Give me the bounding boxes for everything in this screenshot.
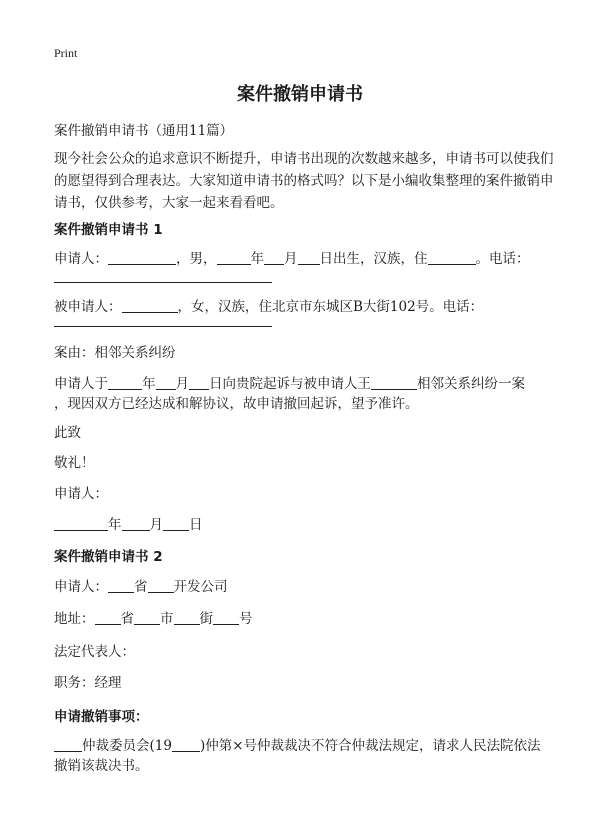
applicant-label: 申请人： [54, 251, 108, 267]
s2-position: 职务：经理 [54, 675, 122, 691]
respondent-label: 被申请人： [54, 299, 122, 315]
date-day-blank [163, 516, 189, 531]
name-blank [108, 250, 176, 265]
date-year: 年 [108, 517, 122, 533]
s2-province-blank [108, 578, 134, 593]
closing-to: 此致 [54, 425, 81, 441]
date-day: 日 [189, 517, 203, 533]
s2-matters-line-1 [54, 735, 541, 757]
phone-label: 。电话： [475, 251, 530, 267]
s2-addr-city-blank [134, 610, 160, 625]
body-line-1 [54, 373, 525, 395]
s2-applicant-label: 申请人： [54, 579, 108, 595]
day-blank [298, 250, 320, 265]
respondent-phone-line [54, 326, 272, 327]
body-name-blank [371, 375, 417, 390]
respondent-line [54, 296, 483, 318]
s2-applicant-line [54, 576, 228, 598]
closing-salute: 敬礼！ [54, 455, 95, 471]
section-1-heading: 案件撤销申请书 1 [54, 222, 163, 238]
s2-company-blank [148, 578, 174, 593]
year-blank [217, 250, 251, 265]
cause-line: 案由：相邻关系纠纷 [54, 345, 176, 361]
body-month: 月 [175, 376, 189, 392]
date-line [54, 514, 203, 536]
s2-addr-number: 号 [239, 611, 253, 627]
body-day-blank [189, 375, 209, 390]
date-year-blank [54, 516, 108, 531]
s2-legal-rep: 法定代表人： [54, 644, 135, 660]
date-month: 月 [149, 517, 163, 533]
applicant-phone-line [54, 282, 272, 283]
s2-matters-blank-1 [54, 737, 82, 752]
respondent-text: ，女，汉族，住北京市东城区B大街102号。电话： [177, 299, 484, 315]
body-month-blank [156, 375, 176, 390]
document-title: 案件撤销申请书 [237, 84, 363, 105]
gender-text: ，男， [176, 251, 217, 267]
month-blank [264, 250, 284, 265]
body-c: 相邻关系纠纷一案 [417, 376, 525, 392]
s2-matters-blank-2 [172, 737, 200, 752]
year-text: 年 [250, 251, 264, 267]
s2-province: 省 [134, 579, 148, 595]
s2-company: 开发公司 [173, 579, 228, 595]
body-b: 日向贵院起诉与被申请人王 [209, 376, 371, 392]
signer-label: 申请人： [54, 486, 108, 502]
body-a: 申请人于 [54, 376, 108, 392]
s2-matters-b: )仲第×号仲裁裁决不符合仲裁法规定，请求人民法院依法 [199, 738, 541, 754]
s2-addr-street: 街 [199, 611, 213, 627]
s2-addr-city: 市 [160, 611, 174, 627]
s2-matters-heading: 申请撤销事项： [54, 709, 149, 725]
s2-addr-province: 省 [120, 611, 134, 627]
s2-address-line [54, 608, 253, 630]
s2-addr-province-blank [95, 610, 121, 625]
body-line-2: ，现因双方已经达成和解协议，故申请撤回起诉，望予准许。 [54, 396, 419, 412]
s2-matters-line-2: 撤销该裁决书。 [54, 758, 149, 774]
print-label[interactable]: Print [54, 46, 78, 60]
month-text: 月 [284, 251, 298, 267]
birth-text: 日出生，汉族，住 [319, 251, 428, 267]
document-subtitle: 案件撤销申请书（通用11篇） [54, 123, 234, 139]
s2-address-label: 地址： [54, 611, 95, 627]
body-year: 年 [142, 376, 156, 392]
s2-addr-number-blank [213, 610, 239, 625]
s2-addr-street-blank [174, 610, 200, 625]
date-month-blank [122, 516, 150, 531]
address-blank [428, 250, 476, 265]
intro-paragraph: 现今社会公众的追求意识不断提升，申请书出现的次数越来越多，申请书可以使我们的愿望得到合理表达。大家知道申请书的格式吗？以下是小编收集整理的案件撤销申请书，仅供参考，大家一起来看看吧。 [54, 151, 554, 211]
s2-matters-a: 仲裁委员会(19 [82, 738, 172, 754]
body-year-blank [108, 375, 142, 390]
respondent-name-blank [122, 298, 178, 313]
applicant-line [54, 248, 530, 270]
section-2-heading: 案件撤销申请书 2 [54, 549, 163, 565]
